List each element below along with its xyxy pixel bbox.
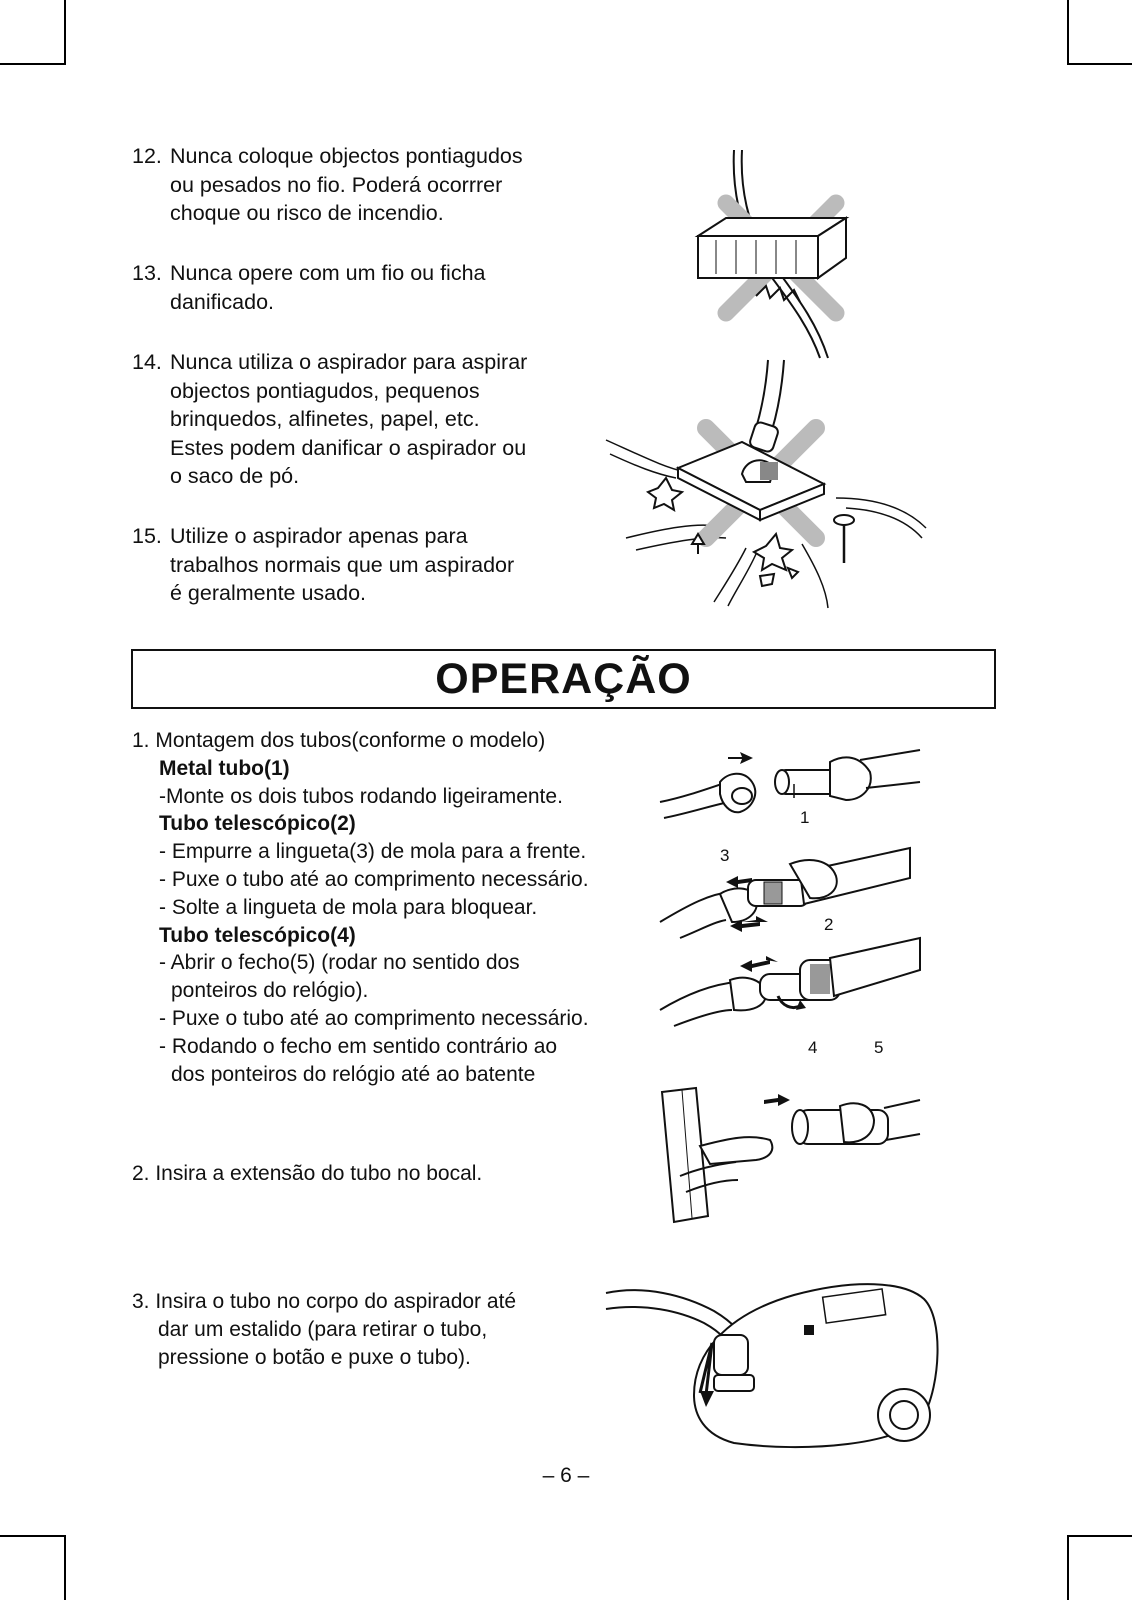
crop-mark-bottom-right-v xyxy=(1067,1536,1069,1600)
metal-tube-heading: Metal tubo(1) xyxy=(159,756,290,780)
telescopic-tube-4-illustration xyxy=(660,940,920,1050)
operation-step-3 xyxy=(132,1288,516,1371)
item-line: é geralmente usado. xyxy=(170,581,367,605)
crop-mark-top-left-h xyxy=(0,63,66,65)
page-number: – 6 – xyxy=(542,1464,590,1487)
item-line: Nunca opere com um fio ou ficha xyxy=(170,261,486,285)
item-number: 12. xyxy=(132,144,162,168)
item-number: 13. xyxy=(132,261,162,285)
item-number: 15. xyxy=(132,524,162,548)
telescopic-2-heading: Tubo telescópico(2) xyxy=(159,812,356,836)
telescopic-4-line: - Abrir o fecho(5) (rodar no sentido dos xyxy=(159,951,520,975)
vacuum-body-illustration xyxy=(604,1275,954,1455)
tube-into-nozzle-illustration xyxy=(660,1086,920,1236)
item-line: o saco de pó. xyxy=(170,464,300,488)
item-line: Utilize o aspirador apenas para xyxy=(170,524,468,548)
step-3-line: 3. Insira o tubo no corpo do aspirador até xyxy=(132,1290,517,1313)
safety-item-15 xyxy=(132,522,514,608)
telescopic-4-line: - Rodando o fecho em sentido contrário ao xyxy=(159,1034,558,1058)
section-title: OPERAÇÃO xyxy=(435,655,692,703)
telescopic-2-line: - Puxe o tubo até ao comprimento necessário. xyxy=(159,867,589,891)
item-line: danificado. xyxy=(170,289,274,314)
figure-label-3: 3 xyxy=(720,846,730,865)
safety-item-14 xyxy=(132,348,527,491)
telescopic-4-line: ponteiros do relógio). xyxy=(171,979,369,1003)
telescopic-2-line: - Solte a lingueta de mola para bloquear. xyxy=(159,895,538,919)
section-banner xyxy=(131,649,996,709)
step-3-line: pressione o botão e puxe o tubo). xyxy=(158,1345,471,1369)
item-line: ou pesados no fio. Poderá ocorrrer xyxy=(170,172,503,197)
item-line: trabalhos normais que um aspirador xyxy=(170,552,515,577)
crop-mark-bottom-right-h xyxy=(1067,1535,1132,1537)
item-line: objectos pontiagudos, pequenos xyxy=(170,378,480,403)
metal-tube-text: -Monte os dois tubos rodando ligeiramente. xyxy=(159,784,563,808)
telescopic-4-heading: Tubo telescópico(4) xyxy=(159,923,356,947)
crop-mark-bottom-left-v xyxy=(64,1536,66,1600)
item-line: Nunca coloque objectos pontiagudos xyxy=(170,144,523,168)
step-1-intro: 1. Montagem dos tubos(conforme o modelo) xyxy=(132,729,546,752)
figure-label-5: 5 xyxy=(874,1038,884,1057)
item-line: brinquedos, alfinetes, papel, etc. xyxy=(170,407,480,431)
telescopic-tube-2-illustration xyxy=(660,842,910,952)
nozzle-sharp-objects-illustration xyxy=(606,358,946,618)
cord-under-box-illustration xyxy=(696,148,876,368)
safety-item-12 xyxy=(132,142,523,228)
item-line: choque ou risco de incendio. xyxy=(170,201,444,225)
item-line: Estes podem danificar o aspirador ou xyxy=(170,435,527,460)
telescopic-2-line: - Empurre a lingueta(3) de mola para a frente. xyxy=(159,840,587,864)
step-3-line: dar um estalido (para retirar o tubo, xyxy=(158,1317,488,1341)
item-line: Nunca utiliza o aspirador para aspirar xyxy=(170,350,528,374)
crop-mark-top-left-v xyxy=(64,0,66,64)
crop-mark-bottom-left-h xyxy=(0,1535,66,1537)
step-2-text: 2. Insira a extensão do tubo no bocal. xyxy=(132,1162,483,1185)
operation-step-1 xyxy=(132,727,589,1088)
crop-mark-top-right-v xyxy=(1067,0,1069,64)
item-number: 14. xyxy=(132,350,162,374)
figure-label-4: 4 xyxy=(808,1038,818,1057)
telescopic-4-line: dos ponteiros do relógio até ao batente xyxy=(171,1062,536,1086)
operation-step-2 xyxy=(132,1160,482,1188)
safety-item-13 xyxy=(132,259,486,316)
figure-label-2: 2 xyxy=(824,915,834,934)
crop-mark-top-right-h xyxy=(1067,63,1132,65)
telescopic-4-line: - Puxe o tubo até ao comprimento necessário. xyxy=(159,1006,589,1030)
figure-label-1: 1 xyxy=(800,808,810,827)
metal-tube-assembly-illustration xyxy=(660,742,920,852)
